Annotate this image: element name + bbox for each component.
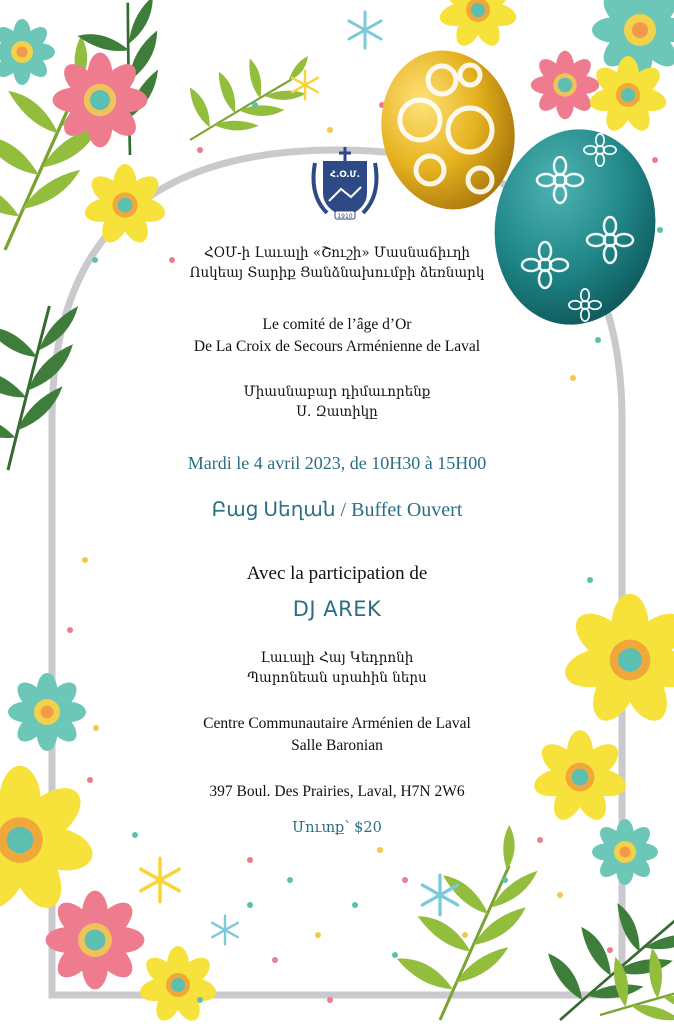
invite-armenian-line-2: Ս. Զատիկը [296,404,378,420]
entry-price: Մուտք՝ $20 [292,820,382,836]
logo-text: Հ.Օ.Մ. [330,170,360,180]
address: 397 Boul. Des Prairies, Laval, H7N 2W6 [209,783,465,800]
org-french-line-1: Le comité de l’âge d’Or [262,316,412,333]
org-french-line-2: De La Croix de Secours Arménienne de Laval [193,338,481,355]
org-armenian-line-2: Ոսկեայ Տարիք Ցանձնախումբի ձեռնարկ [189,265,485,281]
invite-armenian-line-1: Միասնաբար դիմաւորենք [243,384,431,400]
venue-french-line-1: Centre Communautaire Arménien de Laval [203,715,471,732]
org-armenian-line-1: ՀՕՄ-ի Լաւալի «Շուշի» Մասնաճիւղի [204,245,470,261]
dj-name: DJ AREK [292,597,382,621]
venue-armenian-line-2: Պարոնեան սրահին ներս [247,670,427,686]
venue-armenian-line-1: Լաւալի Հայ Կեդրոնի [260,650,414,666]
event-date: Mardi le 4 avril 2023, de 10H30 à 15H00 [187,453,487,473]
venue-french-line-2: Salle Baronian [291,737,383,754]
participation-text: Avec la participation de [246,563,428,584]
logo-year: 1910 [337,213,353,220]
buffet-text: Բաց Սեղան / Buffet Ouvert [211,499,463,521]
